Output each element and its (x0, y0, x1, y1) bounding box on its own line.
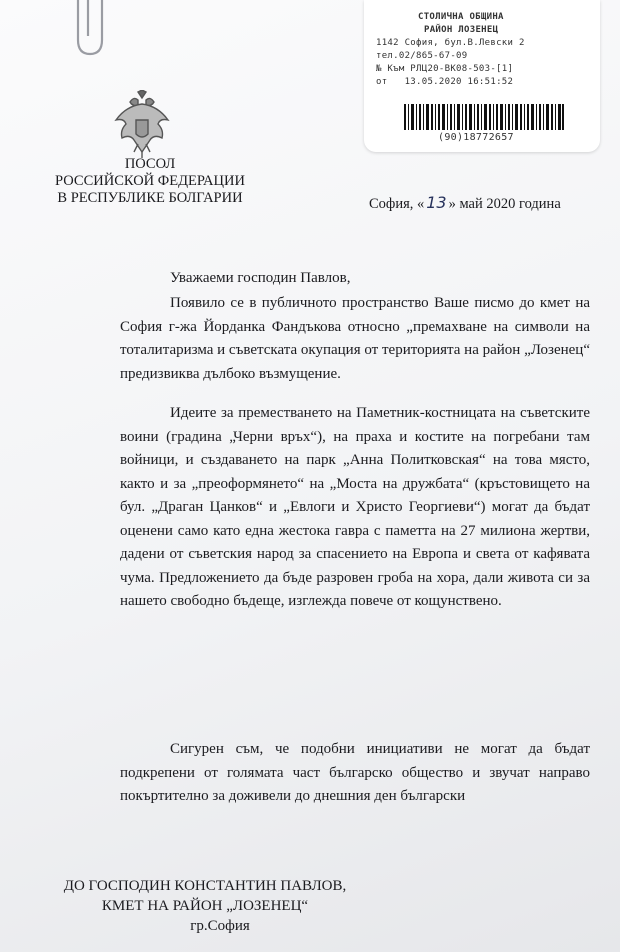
stamp-reg-number: № Към РЛЦ20-ВК08-503-[1] (376, 64, 514, 74)
paragraph-2: Идеите за преместването на Паметник-костницата на съветските воини (градина „Черни връх“), на праха и костите на погребани там войници, и създаването на парк „Анна Политковская“ на това място, както и за „преоформянето“ на „Моста на дружбата“ (кръстовището на бул. „Драган Цанков“ и „Евлоги и Христо Георгиеви“) могат да бъдат оценени само като една жестока гавра с паметта на 27 милиона жертви, дадени от съветския народ за спасението на Европа и света от кафявата чума. Предложението да бъде разровен гроба на хора, дали живота си за нашето свободно бъдеще, изглежда повече от кощунствено. (120, 405, 590, 609)
date-day-handwritten: 13 (426, 193, 447, 212)
stamp-address: 1142 София, бул.В.Левски 2 (376, 38, 525, 48)
date-prefix: София, « (369, 196, 425, 212)
sender-location: В РЕСПУБЛИКЕ БОЛГАРИИ (57, 190, 243, 206)
paragraph-3: Сигурен съм, че подобни инициативи не могат да бъдат подкрепени от голямата част българско общество и звучат направо покъртително за доживели до днешния ден български (120, 741, 590, 804)
stamp-org-line2: РАЙОН ЛОЗЕНЕЦ (424, 25, 499, 35)
stamp-org-line1: СТОЛИЧНА ОБЩИНА (418, 12, 504, 22)
sender-title: ПОСОЛ (124, 156, 176, 172)
stamp-date-time: от 13.05.2020 16:51:52 (376, 77, 514, 87)
stamp-barcode-number: (90)18772657 (438, 132, 514, 143)
barcode (404, 104, 564, 130)
recipient-city: гр.София (190, 918, 250, 934)
date-line (369, 193, 561, 213)
recipient-name: ДО ГОСПОДИН КОНСТАНТИН ПАВЛОВ, (63, 878, 347, 894)
coat-of-arms-icon (110, 90, 174, 160)
paragraph-1: Появило се в публичното пространство Ваше писмо до кмет на София г-жа Йорданка Фандъкова относно „премахване на символи на тоталитаризма и съветската окупация от територията на район „Лозенец“ предизвиква дълбоко възмущение. (120, 295, 590, 382)
paperclip-icon (68, 0, 108, 60)
sender-block (40, 156, 260, 207)
registration-stamp (364, 0, 600, 152)
recipient-block (0, 876, 410, 936)
date-suffix: » май 2020 година (448, 196, 561, 212)
sender-country: РОССИЙСКОЙ ФЕДЕРАЦИИ (55, 173, 245, 189)
stamp-phone: тел.02/865-67-09 (376, 51, 468, 61)
recipient-position: КМЕТ НА РАЙОН „ЛОЗЕНЕЦ“ (101, 898, 309, 914)
greeting: Уважаеми господин Павлов, (170, 270, 351, 286)
